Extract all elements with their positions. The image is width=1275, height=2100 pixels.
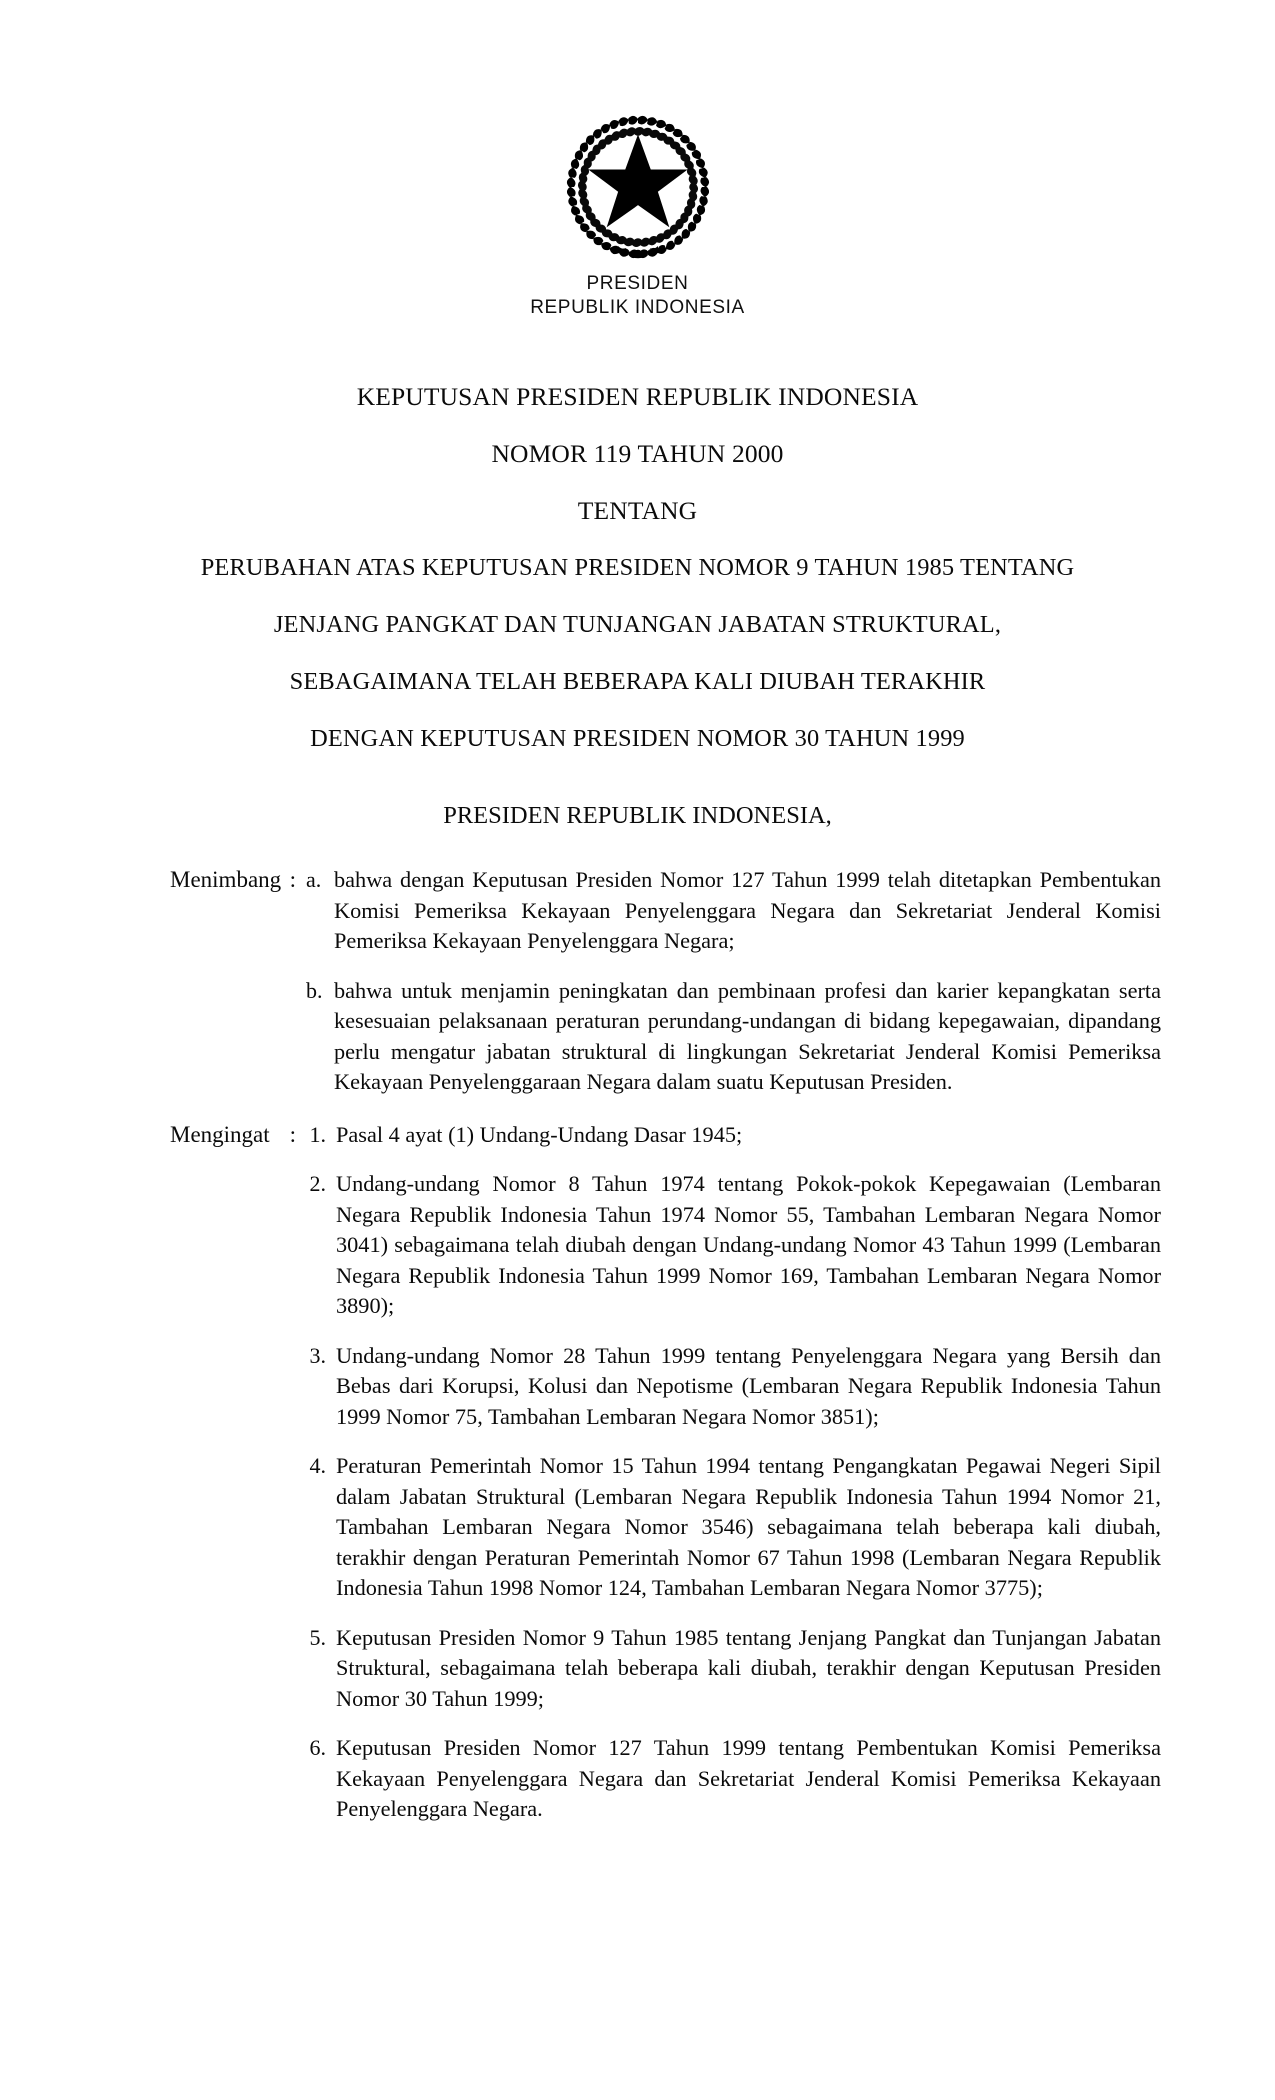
title-line-subject-4: DENGAN KEPUTUSAN PRESIDEN NOMOR 30 TAHUN 1999: [310, 725, 965, 752]
title-line-tentang: TENTANG: [577, 496, 698, 525]
clause-label-mengingat-text: Mengingat: [170, 1121, 270, 1147]
presidential-seal-icon: [554, 108, 722, 266]
list-item-text: Keputusan Presiden Nomor 9 Tahun 1985 tentang Jenjang Pangkat dan Tunjangan Jabatan Struktural, sebagaimana telah beberapa kali diubah, terakhir dengan Keputusan Presiden Nomor 30 Tahun 1999;: [336, 1624, 1161, 1711]
list-item: [302, 976, 1161, 1098]
list-item-text: Keputusan Presiden Nomor 127 Tahun 1999 tentang Pembentukan Komisi Pemeriksa Kekayaan Penyelenggara Negara dan Sekretariat Jenderal Komisi Pemeriksa Kekayaan Penyelenggara Negara.: [336, 1735, 1161, 1821]
clause-items-mengingat: [302, 1120, 1161, 1825]
title-line-subject-3: SEBAGAIMANA TELAH BEBERAPA KALI DIUBAH TERAKHIR: [289, 668, 986, 695]
clause-mengingat: [0, 1120, 1275, 1825]
letterhead-caption-line-2: REPUBLIK INDONESIA: [530, 297, 745, 318]
clause-label-menimbang-colon: :: [289, 867, 296, 892]
list-item-marker: 6.: [309, 1735, 326, 1760]
letterhead-caption: [0, 272, 1275, 320]
clause-label-mengingat-colon: :: [289, 1121, 296, 1147]
letterhead: [0, 108, 1275, 320]
clause-label-menimbang-text: Menimbang: [170, 867, 282, 892]
list-item: [302, 1733, 1161, 1825]
list-item: [302, 1341, 1161, 1433]
list-item-text: bahwa untuk menjamin peningkatan dan pembinaan profesi dan karier kepangkatan serta kesesuaian pelaksanaan peraturan perundang-undangan di bidang kepegawaian, dipandang perlu mengatur jabatan struktural di lingkungan Sekretariat Jenderal Komisi Pemeriksa Kekayaan Penyelenggaraan Negara dalam suatu Keputusan Presiden.: [334, 977, 1161, 1094]
title-line-decree: KEPUTUSAN PRESIDEN REPUBLIK INDONESIA: [356, 382, 919, 411]
clauses-container: [0, 865, 1275, 1825]
clause-items-menimbang: [302, 865, 1161, 1098]
list-item-marker: 1.: [309, 1121, 326, 1147]
list-item: [302, 1169, 1161, 1322]
title-line-subject-2: JENJANG PANGKAT DAN TUNJANGAN JABATAN STRUKTURAL,: [273, 611, 1002, 638]
clause-spacer: [0, 1098, 1275, 1120]
list-item: [302, 865, 1161, 957]
list-item-text: Undang-undang Nomor 8 Tahun 1974 tentang Pokok-pokok Kepegawaian (Lembaran Negara Republik Indonesia Tahun 1974 Nomor 55, Tambahan Lembaran Negara Nomor 3041) sebagaimana telah diubah dengan Undang-undang Nomor 43 Tahun 1999 (Lembaran Negara Republik Indonesia Tahun 1999 Nomor 169, Tambahan Lembaran Negara Nomor 3890);: [336, 1171, 1161, 1318]
letterhead-caption-line-1: PRESIDEN: [586, 273, 689, 294]
issuing-authority: PRESIDEN REPUBLIK INDONESIA,: [443, 802, 832, 829]
title-line-subject-1: PERUBAHAN ATAS KEPUTUSAN PRESIDEN NOMOR 9 TAHUN 1985 TENTANG: [200, 554, 1075, 581]
title-line-number: NOMOR 119 TAHUN 2000: [491, 439, 784, 468]
list-item-marker: 4.: [309, 1453, 326, 1478]
list-item-marker: 5.: [309, 1624, 326, 1650]
list-item: [302, 1623, 1161, 1715]
list-item-text: Undang-undang Nomor 28 Tahun 1999 tentang Penyelenggara Negara yang Bersih dan Bebas dari Korupsi, Kolusi dan Nepotisme (Lembaran Negara Republik Indonesia Tahun 1999 Nomor 75, Tambahan Lembaran Negara Nomor 3851);: [336, 1342, 1161, 1429]
clause-label-mengingat: [170, 1120, 302, 1151]
list-item-marker: a.: [306, 867, 322, 892]
list-item-marker: 2.: [309, 1171, 326, 1196]
list-item: [302, 1451, 1161, 1604]
document-title-block: [0, 383, 1275, 753]
list-item-text: Pasal 4 ayat (1) Undang-Undang Dasar 1945;: [336, 1121, 743, 1147]
list-item-marker: 3.: [309, 1342, 326, 1368]
clause-menimbang: [0, 865, 1275, 1098]
list-item-text: bahwa dengan Keputusan Presiden Nomor 127 Tahun 1999 telah ditetapkan Pembentukan Komisi Pemeriksa Kekayaan Penyelenggara Negara dan Sekretariat Jenderal Komisi Pemeriksa Kekayaan Penyelenggara Negara;: [334, 867, 1161, 953]
clause-label-menimbang: [170, 865, 302, 896]
list-item: [302, 1120, 1161, 1151]
list-item-marker: b.: [306, 977, 323, 1003]
list-item-text: Peraturan Pemerintah Nomor 15 Tahun 1994 tentang Pengangkatan Pegawai Negeri Sipil dalam Jabatan Struktural (Lembaran Negara Republik Indonesia Tahun 1994 Nomor 21, Tambahan Lembaran Negara Nomor 3546) sebagaimana telah beberapa kali diubah, terakhir dengan Peraturan Pemerintah Nomor 67 Tahun 1998 (Lembaran Negara Republik Indonesia Tahun 1998 Nomor 124, Tambahan Lembaran Negara Nomor 3775);: [336, 1453, 1161, 1600]
